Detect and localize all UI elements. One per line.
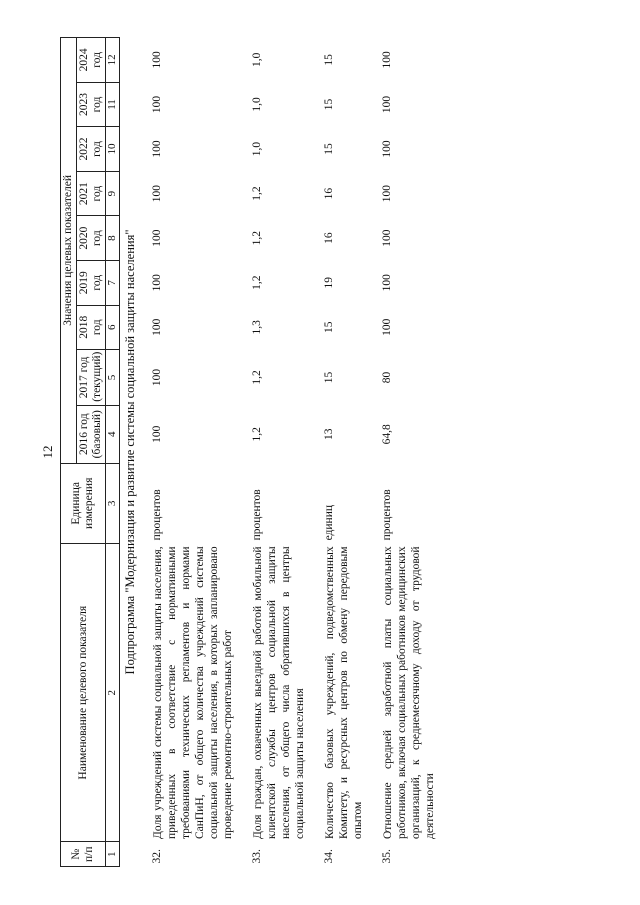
column-number: 6	[106, 305, 120, 350]
header-year: 2019 год	[77, 260, 106, 305]
value-cell: 100	[381, 274, 393, 292]
indicator-unit: процентов	[251, 489, 263, 541]
column-number: 11	[106, 82, 120, 127]
header-year: 2022 год	[77, 127, 106, 172]
indicator-name: Доля граждан, охваченных выездной работой мобильной клиентской службы центров социальной защиты населения, от общего числа обратившихся в центры социальной защиты населения	[252, 546, 306, 839]
table-row	[143, 38, 243, 867]
value-cell: 1,2	[251, 275, 263, 290]
value-cell: 100	[151, 318, 163, 336]
header-row-1	[61, 38, 77, 867]
value-cell: 1,0	[251, 52, 263, 68]
value-cell: 100	[151, 51, 163, 69]
value-cell: 100	[151, 140, 163, 158]
value-cell: 1,3	[251, 320, 263, 335]
value-cell: 15	[323, 98, 335, 111]
column-number: 7	[106, 260, 120, 305]
value-cell: 100	[381, 229, 393, 247]
table-row	[243, 38, 315, 867]
column-number: 2	[106, 543, 120, 842]
indicator-name: Отношение средней заработной платы социальных работников, включая социальных работников медицинских организаций, к среднемесячному доходу от трудовой деятельности	[382, 546, 436, 839]
value-cell: 13	[323, 428, 335, 440]
value-cell: 15	[323, 143, 335, 155]
indicator-name: Количество базовых учреждений, подведомственных Комитету, и ресурсных центров по обмену передовым опытом	[324, 546, 364, 839]
indicators-table	[60, 37, 445, 867]
value-cell: 1,2	[251, 230, 263, 246]
row-number: 33.	[251, 849, 263, 864]
header-year: 2023 год	[77, 82, 106, 127]
column-numbers-row	[106, 38, 120, 867]
header-2017: 2017 год (текущий)	[77, 350, 106, 406]
value-cell: 16	[323, 187, 335, 200]
column-number: 1	[106, 842, 120, 867]
value-cell: 64,8	[381, 424, 393, 445]
indicator-unit: единиц	[323, 505, 335, 541]
value-cell: 100	[151, 274, 163, 292]
indicator-name: Доля учреждений системы социальной защиты населения, приведенных в соответствие с нормативными требованиями технических регламентов и нормами СанПиН, от общего количества учреждений системы социальной защиты населения, в которых запланировано проведение ремонтно-строительных работ	[152, 546, 234, 839]
value-cell: 19	[323, 276, 335, 289]
value-cell: 16	[323, 232, 335, 244]
value-cell: 1,2	[251, 427, 263, 442]
header-year: 2018 год	[77, 305, 106, 350]
value-cell: 100	[381, 95, 393, 114]
value-cell: 15	[323, 54, 335, 66]
table-row	[315, 38, 373, 867]
indicator-unit: процентов	[381, 489, 393, 541]
value-cell: 100	[381, 184, 393, 203]
row-number: 34.	[323, 849, 335, 864]
header-2016: 2016 год (базовый)	[77, 405, 106, 463]
value-cell: 100	[151, 425, 163, 443]
value-cell: 1,0	[251, 97, 263, 112]
page-number: 12	[40, 445, 55, 459]
value-cell: 100	[381, 318, 393, 336]
value-cell: 1,0	[251, 141, 263, 157]
row-number: 35.	[381, 849, 393, 864]
header-year: 2020 год	[77, 216, 106, 261]
indicator-unit: процентов	[151, 489, 163, 541]
row-number: 32.	[151, 849, 163, 864]
column-number: 9	[106, 171, 120, 216]
document-sheet	[60, 37, 580, 867]
value-cell: 100	[151, 229, 163, 247]
header-unit: Единица измерения	[61, 463, 106, 543]
value-cell: 15	[323, 371, 335, 384]
header-name: Наименование целевого показателя	[61, 543, 106, 842]
subprogram-row	[120, 38, 144, 867]
column-number: 5	[106, 350, 120, 406]
header-year: 2024 год	[77, 38, 106, 83]
value-cell: 100	[381, 51, 393, 69]
column-number: 12	[106, 38, 120, 83]
value-cell: 100	[381, 140, 393, 158]
value-cell: 100	[151, 184, 163, 203]
header-values-group: Значения целевых показателей	[61, 38, 77, 464]
value-cell: 1,2	[251, 186, 263, 201]
table-row	[373, 38, 445, 867]
value-cell: 80	[381, 371, 393, 384]
column-number: 10	[106, 127, 120, 172]
header-year: 2021 год	[77, 171, 106, 216]
column-number: 8	[106, 216, 120, 261]
value-cell: 1,2	[251, 370, 263, 385]
header-no: № п/п	[61, 842, 106, 867]
value-cell: 100	[151, 95, 163, 114]
value-cell: 15	[323, 321, 335, 334]
column-number: 4	[106, 405, 120, 463]
subprogram-title: Подпрограмма "Модернизация и развитие системы социальной защиты населения"	[123, 229, 137, 675]
value-cell: 100	[151, 368, 163, 387]
column-number: 3	[106, 463, 120, 543]
